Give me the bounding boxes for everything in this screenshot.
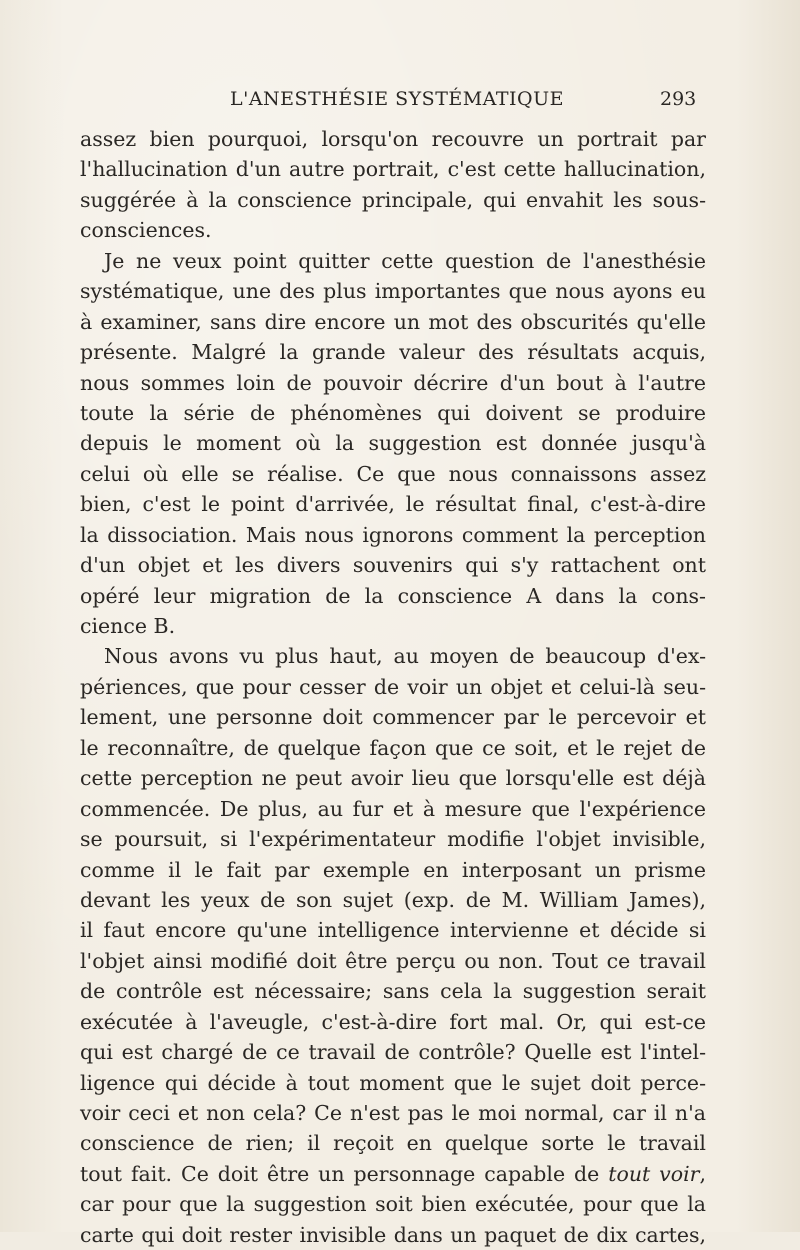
text-line: ligence qui décide à tout moment que le sujet doit perce- <box>80 1070 706 1095</box>
text-line: assez bien pourquoi, lorsqu'on recouvre un portrait par <box>80 127 706 151</box>
text-line <box>80 1159 706 1189</box>
text-line: Je ne veux point quitter cette question de l'anesthésie <box>104 248 706 273</box>
running-title: L'ANESTHÉSIE SYSTÉMATIQUE <box>230 88 565 110</box>
text-line: conscience de rien; il reçoit en quelque sorte le travail <box>80 1131 706 1156</box>
text-line: le reconnaître, de quelque façon que ce soit, et le rejet de <box>80 735 706 760</box>
text-line: bien, c'est le point d'arrivée, le résultat final, c'est-à-dire <box>80 492 706 517</box>
italic-phrase: tout voir <box>608 1161 700 1186</box>
text-line: voir ceci et non cela? Ce n'est pas le moi normal, car il n'a <box>80 1101 706 1125</box>
text-line: Nous avons vu plus haut, au moyen de beaucoup d'ex- <box>104 644 706 669</box>
text-line: commencée. De plus, au fur et à mesure que l'expérience <box>80 796 706 821</box>
text-line: opéré leur migration de la conscience A dans la cons- <box>80 583 706 608</box>
text-line: lement, une personne doit commencer par le percevoir et <box>80 705 706 730</box>
text-line: l'objet ainsi modifié doit être perçu ou non. Tout ce travail <box>80 948 706 973</box>
text-line: la dissociation. Mais nous ignorons comment la perception <box>80 522 706 547</box>
text-line: nous sommes loin de pouvoir décrire d'un bout à l'autre <box>80 370 706 395</box>
text-line: se poursuit, si l'expérimentateur modifie l'objet invisible, <box>80 827 706 852</box>
text-run: tout fait. Ce doit être un personnage capable de <box>80 1161 609 1186</box>
text-line: cience B. <box>80 614 176 638</box>
text-line: de contrôle est nécessaire; sans cela la suggestion serait <box>80 979 706 1004</box>
text-line: présente. Malgré la grande valeur des résultats acquis, <box>80 340 706 365</box>
text-line: à examiner, sans dire encore un mot des obscurités qu'elle <box>80 309 706 334</box>
body-text <box>80 124 706 1250</box>
text-line: consciences. <box>80 218 212 243</box>
text-line: comme il le fait par exemple en interposant un prisme <box>80 857 706 882</box>
text-line: cette perception ne peut avoir lieu que lorsqu'elle est déjà <box>80 766 706 791</box>
text-line: exécutée à l'aveugle, c'est-à-dire fort mal. Or, qui est-ce <box>80 1009 706 1034</box>
text-line: suggérée à la conscience principale, qui envahit les sous- <box>80 187 706 212</box>
text-line: car pour que la suggestion soit bien exécutée, pour que la <box>80 1192 706 1217</box>
text-line: devant les yeux de son sujet (exp. de M. William James), <box>80 887 706 912</box>
text-line: systématique, une des plus importantes que nous ayons eu <box>80 279 706 304</box>
text-run: , <box>699 1161 706 1186</box>
text-line: toute la série de phénomènes qui doivent se produire <box>80 400 706 425</box>
text-line: l'hallucination d'un autre portrait, c'est cette hallucination, <box>80 157 706 182</box>
text-line: d'un objet et les divers souvenirs qui s'y rattachent ont <box>80 553 706 578</box>
page-number: 293 <box>660 88 697 110</box>
text-line: il faut encore qu'une intelligence intervienne et décide si <box>80 918 706 943</box>
running-header <box>0 88 800 118</box>
text-line: périences, que pour cesser de voir un objet et celui-là seu- <box>80 674 706 699</box>
text-line: qui est chargé de ce travail de contrôle? Quelle est l'intel- <box>80 1040 706 1065</box>
text-line: celui où elle se réalise. Ce que nous connaissons assez <box>80 461 706 486</box>
text-line: carte qui doit rester invisible dans un paquet de dix cartes, <box>80 1222 706 1247</box>
text-line: depuis le moment où la suggestion est donnée jusqu'à <box>80 431 706 456</box>
